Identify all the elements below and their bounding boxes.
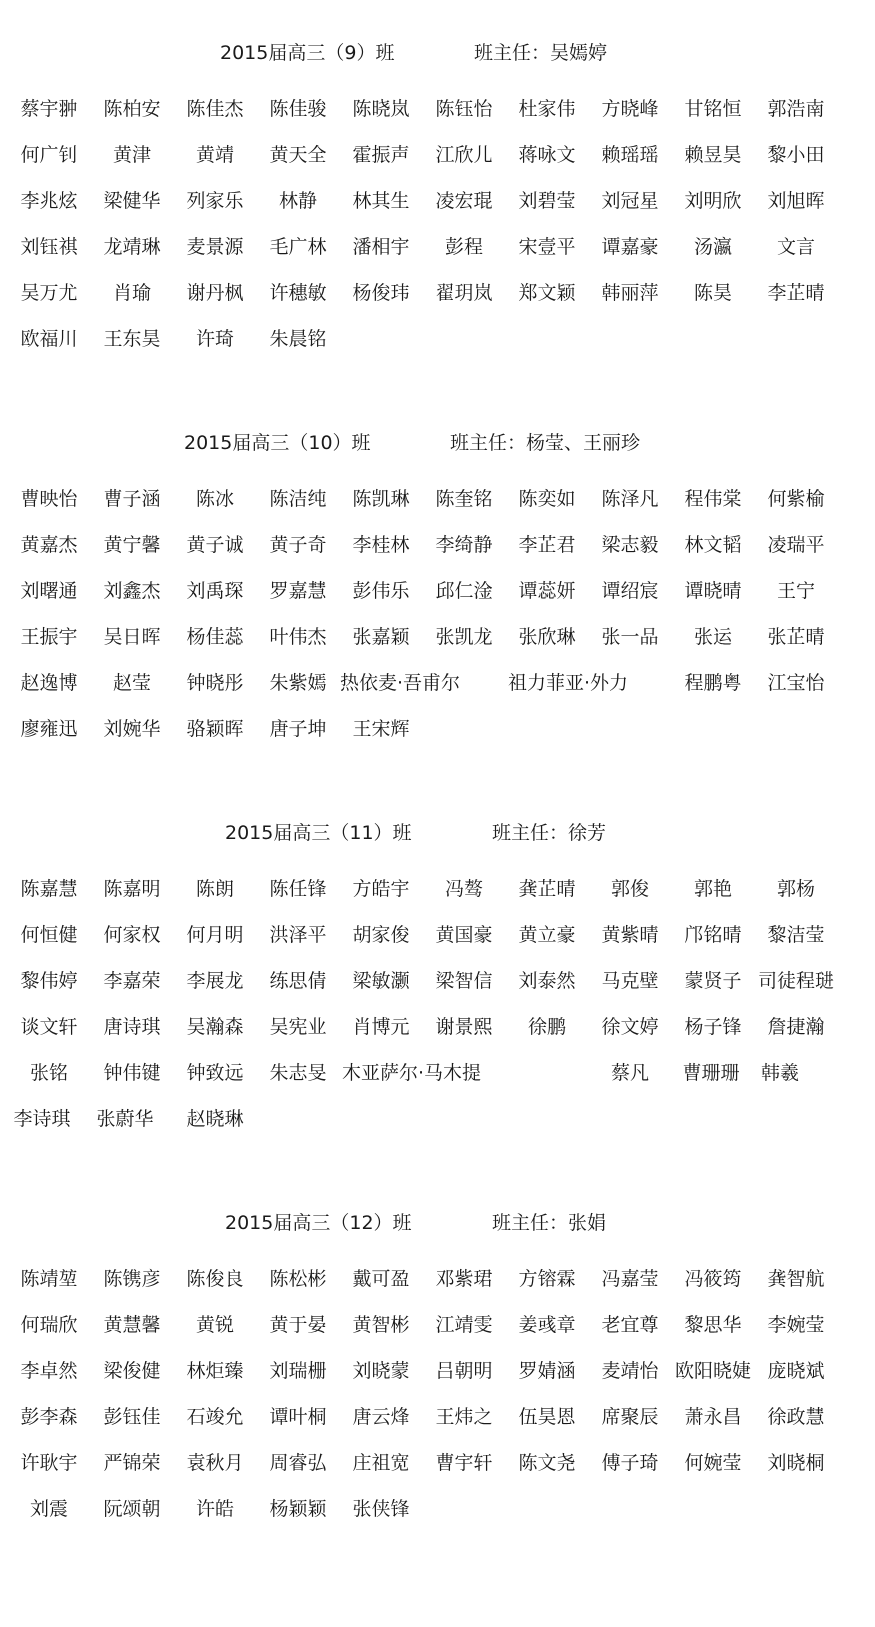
student-name: 罗婧涵 <box>518 1360 576 1382</box>
name-row <box>0 668 875 714</box>
student-name: 梁健华 <box>103 190 161 212</box>
class-11-heading <box>0 818 875 848</box>
student-name: 陈佳骏 <box>269 98 327 120</box>
name-row <box>0 622 875 668</box>
student-name: 谈文轩 <box>20 1016 78 1038</box>
student-name: 陈冰 <box>195 488 234 510</box>
student-name: 李芷晴 <box>767 282 825 304</box>
name-row <box>0 1448 875 1494</box>
student-name: 马克壁 <box>601 970 659 992</box>
student-name: 陈凯琳 <box>352 488 410 510</box>
student-name: 杜家伟 <box>518 98 576 120</box>
name-row <box>0 1058 875 1104</box>
student-name: 程鹏粤 <box>684 672 742 694</box>
student-name: 陈嘉慧 <box>20 878 78 900</box>
student-name: 谭嘉豪 <box>601 236 659 258</box>
student-name: 江欣儿 <box>435 144 493 166</box>
student-name: 欧福川 <box>20 328 78 350</box>
name-row <box>0 1104 875 1150</box>
student-name: 李卓然 <box>20 1360 78 1382</box>
student-name: 江宝怡 <box>767 672 825 694</box>
student-name: 吴宪业 <box>269 1016 327 1038</box>
student-name: 刘晓蒙 <box>352 1360 410 1382</box>
student-name: 何紫榆 <box>767 488 825 510</box>
student-name: 杨俊玮 <box>352 282 410 304</box>
student-name: 郭浩南 <box>767 98 825 120</box>
student-name: 李芷君 <box>518 534 576 556</box>
student-name: 方晓峰 <box>601 98 659 120</box>
student-name: 曹宇轩 <box>435 1452 493 1474</box>
student-name: 宋壹平 <box>518 236 576 258</box>
student-name: 王宋辉 <box>352 718 410 740</box>
student-name: 李嘉荣 <box>103 970 161 992</box>
student-name: 王宁 <box>776 580 815 602</box>
student-name: 何广钊 <box>20 144 78 166</box>
student-name: 黄靖 <box>195 144 234 166</box>
student-name: 黄宁馨 <box>103 534 161 556</box>
student-name: 张运 <box>693 626 732 648</box>
student-name: 陈奎铭 <box>435 488 493 510</box>
student-name: 郭艳 <box>693 878 732 900</box>
student-name: 韩丽萍 <box>601 282 659 304</box>
student-name: 许耿宇 <box>20 1452 78 1474</box>
class-9-name-list <box>0 94 875 370</box>
student-name: 王振宇 <box>20 626 78 648</box>
student-name: 龚智航 <box>767 1268 825 1290</box>
student-name: 刘钰祺 <box>20 236 78 258</box>
student-name: 刘泰然 <box>518 970 576 992</box>
student-name: 陈靖堃 <box>20 1268 78 1290</box>
student-name: 曹珊珊 <box>682 1062 740 1084</box>
class-9-teacher: 班主任：吴嫣婷 <box>474 42 608 64</box>
name-row <box>0 920 875 966</box>
student-name: 程伟棠 <box>684 488 742 510</box>
class-11-section <box>0 818 875 1150</box>
student-name: 许琦 <box>195 328 234 350</box>
student-name: 刘旭晖 <box>767 190 825 212</box>
student-name: 傅子琦 <box>601 1452 659 1474</box>
name-row <box>0 576 875 622</box>
name-row <box>0 874 875 920</box>
student-name: 老宜尊 <box>601 1314 659 1336</box>
student-name: 肖瑜 <box>112 282 151 304</box>
student-name: 唐云烽 <box>352 1406 410 1428</box>
student-name: 黄子奇 <box>269 534 327 556</box>
student-name: 蒙贤子 <box>684 970 742 992</box>
student-name: 陈佳杰 <box>186 98 244 120</box>
student-name: 彭伟乐 <box>352 580 410 602</box>
student-name: 周睿弘 <box>269 1452 327 1474</box>
student-name: 蔡凡 <box>610 1062 649 1084</box>
name-row <box>0 186 875 232</box>
student-name: 翟玥岚 <box>435 282 493 304</box>
student-name: 许穗敏 <box>269 282 327 304</box>
class-9-title: 2015届高三（9）班 <box>220 42 395 64</box>
student-name: 罗嘉慧 <box>269 580 327 602</box>
student-name: 谭绍宸 <box>601 580 659 602</box>
student-name: 何家权 <box>103 924 161 946</box>
student-name: 朱志旻 <box>269 1062 327 1084</box>
student-name: 徐文婷 <box>601 1016 659 1038</box>
student-name: 方镕霖 <box>518 1268 576 1290</box>
student-name: 刘冠星 <box>601 190 659 212</box>
student-name: 木亚萨尔·马木提 <box>342 1062 482 1084</box>
student-name: 邓紫珺 <box>435 1268 493 1290</box>
student-name: 谭晓晴 <box>684 580 742 602</box>
student-name: 刘瑞栅 <box>269 1360 327 1382</box>
student-name: 庞晓斌 <box>767 1360 825 1382</box>
student-name: 陈柏安 <box>103 98 161 120</box>
student-name: 曹子涵 <box>103 488 161 510</box>
student-name: 陈嘉明 <box>103 878 161 900</box>
name-row <box>0 1310 875 1356</box>
student-name: 练思倩 <box>269 970 327 992</box>
student-name: 陈松彬 <box>269 1268 327 1290</box>
student-name: 唐子坤 <box>269 718 327 740</box>
student-name: 方皓宇 <box>352 878 410 900</box>
student-name: 张凯龙 <box>435 626 493 648</box>
student-name: 麦靖怡 <box>601 1360 659 1382</box>
student-name: 刘鑫杰 <box>103 580 161 602</box>
class-11-name-list <box>0 874 875 1150</box>
student-name: 蔡宇翀 <box>20 98 78 120</box>
student-name: 陈洁纯 <box>269 488 327 510</box>
name-row <box>0 232 875 278</box>
student-name: 甘铭恒 <box>684 98 742 120</box>
student-name: 黄于晏 <box>269 1314 327 1336</box>
student-name: 谭蕊妍 <box>518 580 576 602</box>
student-name: 邝铭晴 <box>684 924 742 946</box>
student-name: 朱晨铭 <box>269 328 327 350</box>
class-10-name-list <box>0 484 875 760</box>
student-name: 何瑞欣 <box>20 1314 78 1336</box>
student-name: 刘禹琛 <box>186 580 244 602</box>
student-name: 萧永昌 <box>684 1406 742 1428</box>
class-12-title: 2015届高三（12）班 <box>225 1212 412 1234</box>
name-row <box>0 1494 875 1540</box>
student-name: 李绮静 <box>435 534 493 556</box>
student-name: 黄国豪 <box>435 924 493 946</box>
name-row <box>0 94 875 140</box>
student-name: 江靖雯 <box>435 1314 493 1336</box>
student-name: 洪泽平 <box>269 924 327 946</box>
name-row <box>0 278 875 324</box>
student-name: 黄天全 <box>269 144 327 166</box>
class-12-section <box>0 1208 875 1540</box>
class-12-heading <box>0 1208 875 1238</box>
student-name: 张欣琳 <box>518 626 576 648</box>
class-9-section <box>0 38 875 370</box>
student-name: 张蔚华 <box>96 1108 154 1130</box>
student-name: 詹捷瀚 <box>767 1016 825 1038</box>
student-name: 赖昱昊 <box>684 144 742 166</box>
class-10-title: 2015届高三（10）班 <box>184 432 371 454</box>
student-name: 杨子锋 <box>684 1016 742 1038</box>
class-11-teacher: 班主任：徐芳 <box>492 822 607 844</box>
student-name: 陈任锋 <box>269 878 327 900</box>
name-row <box>0 530 875 576</box>
student-name: 谢丹枫 <box>186 282 244 304</box>
student-name: 汤瀛 <box>693 236 732 258</box>
student-name: 龚芷晴 <box>518 878 576 900</box>
student-name: 徐政慧 <box>767 1406 825 1428</box>
student-name: 张一品 <box>601 626 659 648</box>
student-name: 李兆炫 <box>20 190 78 212</box>
student-name: 林其生 <box>352 190 410 212</box>
name-row <box>0 1264 875 1310</box>
student-name: 刘明欣 <box>684 190 742 212</box>
student-name: 郑文颖 <box>518 282 576 304</box>
student-name: 徐鹏 <box>527 1016 566 1038</box>
student-name: 石竣允 <box>186 1406 244 1428</box>
name-row <box>0 1402 875 1448</box>
student-name: 陈朗 <box>195 878 234 900</box>
student-name: 黄锐 <box>195 1314 234 1336</box>
student-name: 彭程 <box>444 236 483 258</box>
student-name: 肖博元 <box>352 1016 410 1038</box>
student-name: 吴日晖 <box>103 626 161 648</box>
student-name: 王东昊 <box>103 328 161 350</box>
class-10-teacher: 班主任：杨莹、王丽珍 <box>450 432 641 454</box>
student-name: 陈文尧 <box>518 1452 576 1474</box>
student-name: 吴瀚森 <box>186 1016 244 1038</box>
student-name: 黄智彬 <box>352 1314 410 1336</box>
student-name: 陈晓岚 <box>352 98 410 120</box>
student-name: 黎洁莹 <box>767 924 825 946</box>
student-name: 彭钰佳 <box>103 1406 161 1428</box>
name-row <box>0 484 875 530</box>
student-name: 杨佳蕊 <box>186 626 244 648</box>
student-name: 李婉莹 <box>767 1314 825 1336</box>
student-name: 蒋咏文 <box>518 144 576 166</box>
student-name: 林文韬 <box>684 534 742 556</box>
student-name: 凌宏琨 <box>435 190 493 212</box>
student-name: 刘晓桐 <box>767 1452 825 1474</box>
student-name: 黄立豪 <box>518 924 576 946</box>
student-name: 凌瑞平 <box>767 534 825 556</box>
student-name: 赵逸博 <box>20 672 78 694</box>
student-name: 何月明 <box>186 924 244 946</box>
student-name: 司徒程琎 <box>757 970 834 992</box>
student-name: 钟致远 <box>186 1062 244 1084</box>
student-name: 黄津 <box>112 144 151 166</box>
student-name: 陈俊良 <box>186 1268 244 1290</box>
student-name: 冯骜 <box>444 878 483 900</box>
student-name: 唐诗琪 <box>103 1016 161 1038</box>
student-name: 黄嘉杰 <box>20 534 78 556</box>
class-10-section <box>0 428 875 760</box>
student-name: 赖瑶瑶 <box>601 144 659 166</box>
student-name: 张嘉颖 <box>352 626 410 648</box>
student-name: 朱紫嫣 <box>269 672 327 694</box>
student-name: 何婉莹 <box>684 1452 742 1474</box>
student-name: 刘震 <box>29 1498 68 1520</box>
student-name: 姜彧章 <box>518 1314 576 1336</box>
student-name: 黎小田 <box>767 144 825 166</box>
student-name: 梁俊健 <box>103 1360 161 1382</box>
student-name: 梁志毅 <box>601 534 659 556</box>
student-name: 阮颂朝 <box>103 1498 161 1520</box>
class-11-title: 2015届高三（11）班 <box>225 822 412 844</box>
student-name: 钟伟键 <box>103 1062 161 1084</box>
student-name: 黎思华 <box>684 1314 742 1336</box>
student-name: 吕朝明 <box>435 1360 493 1382</box>
student-name: 李展龙 <box>186 970 244 992</box>
student-name: 吴万尤 <box>20 282 78 304</box>
student-name: 冯筱筠 <box>684 1268 742 1290</box>
student-name: 冯嘉莹 <box>601 1268 659 1290</box>
student-name: 李诗琪 <box>13 1108 71 1130</box>
student-name: 廖雍迅 <box>20 718 78 740</box>
student-name: 霍振声 <box>352 144 410 166</box>
student-name: 席聚辰 <box>601 1406 659 1428</box>
name-row <box>0 966 875 1012</box>
student-name: 刘婉华 <box>103 718 161 740</box>
student-name: 刘曙通 <box>20 580 78 602</box>
student-name: 黄紫晴 <box>601 924 659 946</box>
class-9-heading <box>0 38 875 68</box>
student-name: 热依麦·吾甫尔 <box>340 672 461 694</box>
student-name: 龙靖琳 <box>103 236 161 258</box>
student-name: 祖力菲亚·外力 <box>508 672 629 694</box>
student-name: 林炬臻 <box>186 1360 244 1382</box>
student-name: 何恒健 <box>20 924 78 946</box>
student-name: 黎伟婷 <box>20 970 78 992</box>
student-name: 黄子诚 <box>186 534 244 556</box>
student-name: 李桂林 <box>352 534 410 556</box>
student-name: 张芷晴 <box>767 626 825 648</box>
class-12-teacher: 班主任：张娟 <box>492 1212 607 1234</box>
student-name: 谭叶桐 <box>269 1406 327 1428</box>
student-name: 陈泽凡 <box>601 488 659 510</box>
student-name: 陈昊 <box>693 282 732 304</box>
student-name: 叶伟杰 <box>269 626 327 648</box>
student-name: 王炜之 <box>435 1406 493 1428</box>
student-name: 邱仁淦 <box>435 580 493 602</box>
student-name: 陈钰怡 <box>435 98 493 120</box>
student-name: 文言 <box>776 236 815 258</box>
student-name: 黄慧馨 <box>103 1314 161 1336</box>
student-name: 欧阳晓婕 <box>674 1360 751 1382</box>
student-name: 韩羲 <box>760 1062 799 1084</box>
student-name: 彭李森 <box>20 1406 78 1428</box>
name-row <box>0 1012 875 1058</box>
class-12-name-list <box>0 1264 875 1540</box>
name-row <box>0 1356 875 1402</box>
student-name: 张铭 <box>29 1062 68 1084</box>
student-name: 毛广林 <box>269 236 327 258</box>
student-name: 张侠锋 <box>352 1498 410 1520</box>
student-name: 骆颖晖 <box>186 718 244 740</box>
student-name: 赵晓琳 <box>186 1108 244 1130</box>
student-name: 许皓 <box>195 1498 234 1520</box>
student-name: 梁智信 <box>435 970 493 992</box>
student-name: 陈奕如 <box>518 488 576 510</box>
student-name: 钟晓彤 <box>186 672 244 694</box>
student-name: 林静 <box>278 190 317 212</box>
student-name: 赵莹 <box>112 672 151 694</box>
student-name: 戴可盈 <box>352 1268 410 1290</box>
student-name: 杨颖颖 <box>269 1498 327 1520</box>
name-row <box>0 714 875 760</box>
student-name: 袁秋月 <box>186 1452 244 1474</box>
student-name: 麦景源 <box>186 236 244 258</box>
student-name: 列家乐 <box>186 190 244 212</box>
student-name: 梁敏灏 <box>352 970 410 992</box>
student-name: 胡家俊 <box>352 924 410 946</box>
class-10-heading <box>0 428 875 458</box>
student-name: 谢景熙 <box>435 1016 493 1038</box>
student-name: 严锦荣 <box>103 1452 161 1474</box>
student-name: 伍昊恩 <box>518 1406 576 1428</box>
name-row <box>0 324 875 370</box>
student-name: 郭杨 <box>776 878 815 900</box>
student-name: 郭俊 <box>610 878 649 900</box>
student-name: 陈镌彦 <box>103 1268 161 1290</box>
student-name: 庄祖宽 <box>352 1452 410 1474</box>
student-name: 曹映怡 <box>20 488 78 510</box>
student-name: 潘相宇 <box>352 236 410 258</box>
student-name: 刘碧莹 <box>518 190 576 212</box>
name-row <box>0 140 875 186</box>
